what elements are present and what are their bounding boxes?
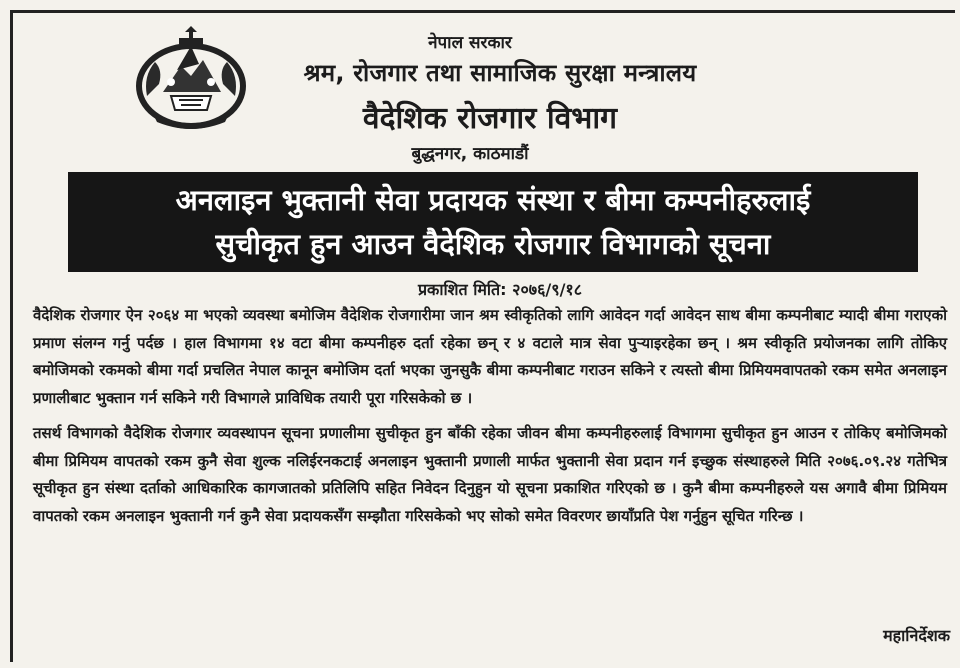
notice-paragraph-1: वैदेशिक रोजगार ऐन २०६४ मा भएको व्यवस्था बमोजिम वैदेशिक रोजगारीमा जान श्रम स्वीकृतिको लागि आवेदन गर्दा आवेदन साथ बीमा कम्पनीबाट म्यादी बीमा गराएको प्रमाण संलग्न गर्नु पर्दछ । हाल विभागमा १४ वटा बीमा कम्पनीहरु दर्ता रहेका छन् र ४ वटाले मात्र सेवा पुऱ्याइरहेका छन् । श्रम स्वीकृति प्रयोजनका लागि तोकिए बमोजिमको रकमको बीमा गर्दा प्रचलित नेपाल कानून बमोजिम दर्ता भएका जुनसुकै बीमा कम्पनीबाट गराउन सकिने र त्यस्तो बीमा प्रिमियमवापतको रकम समेत अनलाइन प्रणालीबाट भुक्तान गर्न सकिने गरी विभागले प्राविधिक तयारी पूरा गरिसकेको छ । xyxy=(33,306,947,407)
notice-title-line-2: सुचीकृत हुन आउन वैदेशिक रोजगार विभागको सूचना xyxy=(215,227,771,261)
department-address: बुद्धनगर, काठमाडौं xyxy=(411,144,529,164)
published-date: प्रकाशित मिति: २०७६/९/१८ xyxy=(417,280,583,299)
ministry-name: श्रम, रोजगार तथा सामाजिक सुरक्षा मन्त्रालय xyxy=(303,59,697,87)
department-name: वैदेशिक रोजगार विभाग xyxy=(362,101,618,136)
notice-title-line-1: अनलाइन भुक्तानी सेवा प्रदायक संस्था र बीमा कम्पनीहरुलाई xyxy=(175,183,811,217)
notice-body xyxy=(33,302,947,530)
notice-title-banner xyxy=(68,172,918,272)
signatory-title: महानिर्देशक xyxy=(883,626,950,645)
notice-paragraph-2: तसर्थ विभागको वैदेशिक रोजगार व्यवस्थापन सूचना प्रणालीमा सुचीकृत हुन बाँकी रहेका जीवन बीमा कम्पनीहरुलाई विभागमा सुचीकृत हुन आउन र तोकिए बमोजिमको बीमा प्रिमियम वापतको रकम कुनै सेवा शुल्क नलिईरनकटाई अनलाइन भुक्तानी प्रणाली मार्फत भुक्तानी सेवा प्रदान गर्न इच्छुक संस्थाहरुले मिति २०७६.०९.२४ गतेभित्र सूचीकृत हुन संस्था दर्ताको आधिकारिक कागजातको प्रतिलिपि सहित निवेदन दिनुहुन यो सूचना प्रकाशित गरिएको छ । कुनै बीमा कम्पनीहरुले यस अगावै बीमा प्रिमियम वापतको रकम अनलाइन भुक्तानी गर्न कुनै सेवा प्रदायकसँग सम्झौता गरिसकेको भए सोको समेत विवरणर छायाँप्रति पेश गर्नुहुन सूचित गरिन्छ । xyxy=(33,424,947,525)
government-name: नेपाल सरकार xyxy=(428,33,512,53)
